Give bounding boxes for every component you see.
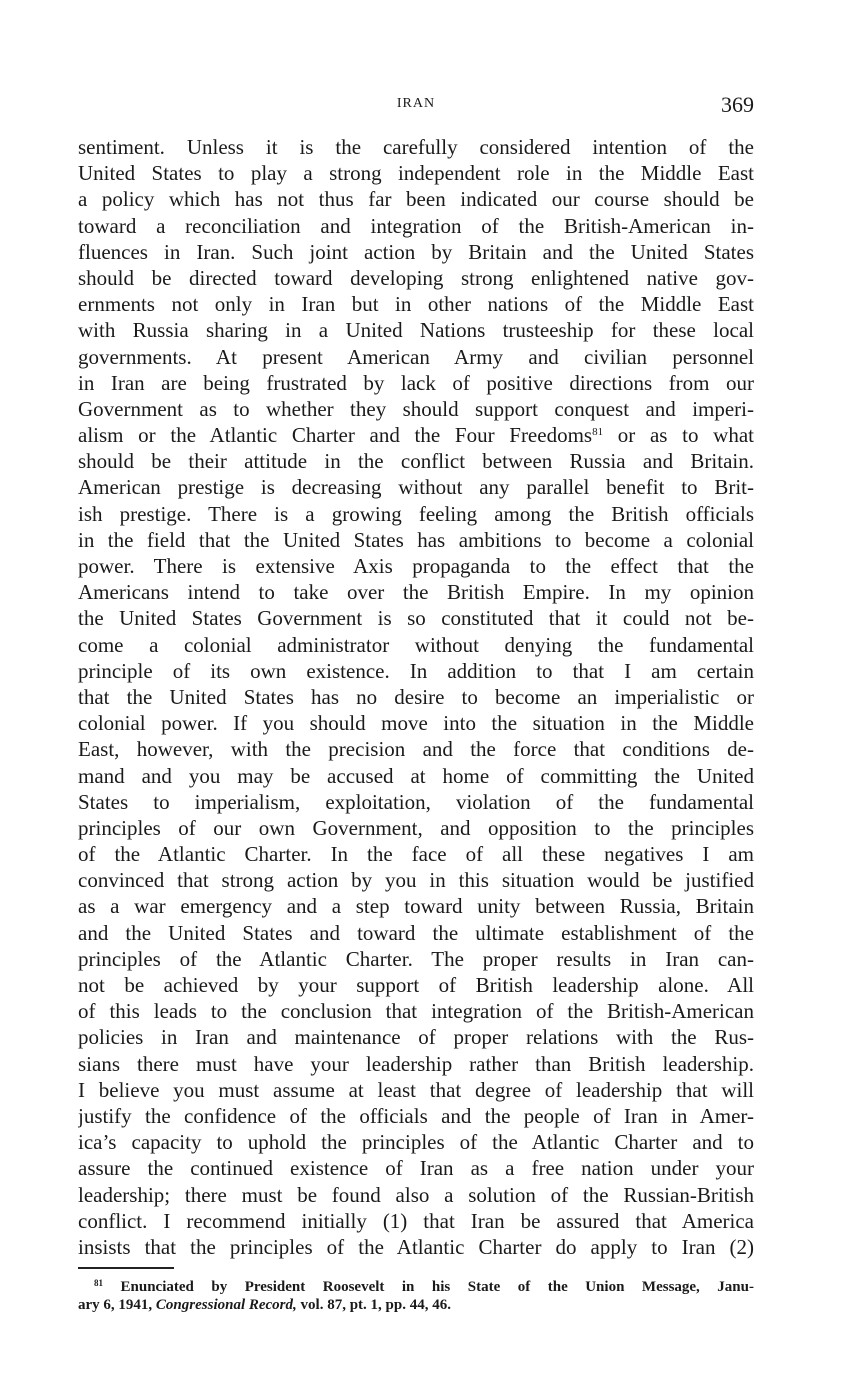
text-line: I believe you must assume at least that degree of leadership that will: [78, 1077, 754, 1102]
text-line: ernments not only in Iran but in other nations of the Middle East: [78, 292, 754, 317]
text-line: that the United States has no desire to become an imperialistic or: [78, 684, 754, 709]
text-line: States to imperialism, exploitation, violation of the fundamental: [78, 789, 754, 814]
text-line: as a war emergency and a step toward unity between Russia, Britain: [78, 894, 754, 919]
text-line: should be their attitude in the conflict between Russia and Britain.: [78, 449, 754, 474]
text-line: of this leads to the conclusion that integration of the British-American: [78, 999, 754, 1024]
page-number: 369: [721, 92, 754, 117]
text-line: the United States Government is so constituted that it could not be-: [78, 606, 754, 631]
text-line: principles of the Atlantic Charter. The proper results in Iran can-: [78, 946, 754, 971]
footnote-text: ary 6, 1941,: [78, 1297, 153, 1313]
text-line: leadership; there must be found also a solution of the Russian-British: [78, 1182, 754, 1207]
text-line: with Russia sharing in a United Nations trusteeship for these local: [78, 318, 754, 343]
running-head-title: IRAN: [396, 96, 436, 111]
body-paragraph: [78, 134, 754, 1260]
text-line: ish prestige. There is a growing feeling among the British officials: [78, 501, 754, 526]
text-line: sians there must have your leadership rather than British leadership.: [78, 1051, 754, 1076]
text-line: not be achieved by your support of British leadership alone. All: [78, 973, 754, 997]
text-line: governments. At present American Army and civilian personnel: [78, 344, 754, 369]
text-line: toward a reconciliation and integration of the British-American in-: [78, 213, 754, 238]
footnote-divider: [78, 1267, 174, 1269]
text-line: should be directed toward developing strong enlightened native gov-: [78, 265, 754, 290]
text-line: United States to play a strong independent role in the Middle East: [78, 161, 754, 186]
text-line: convinced that strong action by you in this situation would be justified: [78, 868, 754, 893]
text-line: American prestige is decreasing without any parallel benefit to Brit-: [78, 475, 754, 500]
text-fragment: alism or the Atlantic Charter and the Four Freedoms: [78, 423, 593, 448]
text-line: principle of its own existence. In addition to that I am certain: [78, 658, 754, 683]
text-fragment: or as to what: [617, 423, 754, 448]
footnote-line: [78, 1278, 754, 1296]
text-line: ica’s capacity to uphold the principles of the Atlantic Charter and to: [78, 1130, 754, 1155]
text-line: Americans intend to take over the British Empire. In my opinion: [78, 580, 754, 605]
footnote-text: vol. 87, pt. 1, pp. 44, 46.: [300, 1297, 451, 1313]
text-line: conflict. I recommend initially (1) that Iran be assured that America: [78, 1208, 754, 1233]
text-line: sentiment. Unless it is the carefully considered intention of the: [78, 135, 754, 159]
footnote-text: Enunciated by President Roosevelt in his State of the Union Message, Janu-: [120, 1279, 754, 1295]
text-line: in the field that the United States has ambitions to become a colonial: [78, 527, 754, 552]
text-line-with-footnote-ref: [78, 422, 754, 448]
text-line: policies in Iran and maintenance of proper relations with the Rus-: [78, 1025, 754, 1050]
text-line: principles of our own Government, and opposition to the principles: [78, 815, 754, 840]
footnote-citation-italic: Congressional Record,: [155, 1297, 297, 1313]
footnote: [78, 1278, 754, 1314]
footnote-reference[interactable]: 81: [592, 426, 604, 439]
text-line: colonial power. If you should move into the situation in the Middle: [78, 711, 754, 736]
footnote-line: [78, 1296, 754, 1314]
text-line: Government as to whether they should support conquest and imperi-: [78, 396, 754, 421]
text-line: power. There is extensive Axis propaganda to the effect that the: [78, 554, 754, 578]
text-line: a policy which has not thus far been indicated our course should be: [78, 187, 754, 212]
text-line: insists that the principles of the Atlantic Charter do apply to Iran (2): [78, 1234, 754, 1259]
text-line: justify the confidence of the officials and the people of Iran in Amer-: [78, 1103, 754, 1128]
text-line: come a colonial administrator without denying the fundamental: [78, 632, 754, 657]
text-line: and the United States and toward the ultimate establishment of the: [78, 920, 754, 945]
text-line: East, however, with the precision and the force that conditions de-: [78, 737, 754, 762]
running-head: [78, 92, 754, 120]
footnote-marker: 81: [94, 1278, 103, 1288]
text-line: mand and you may be accused at home of committing the United: [78, 763, 754, 788]
text-line: in Iran are being frustrated by lack of positive directions from our: [78, 370, 754, 395]
text-line: of the Atlantic Charter. In the face of all these negatives I am: [78, 842, 754, 867]
text-line: fluences in Iran. Such joint action by Britain and the United States: [78, 239, 754, 264]
text-line: assure the continued existence of Iran as a free nation under your: [78, 1156, 754, 1181]
